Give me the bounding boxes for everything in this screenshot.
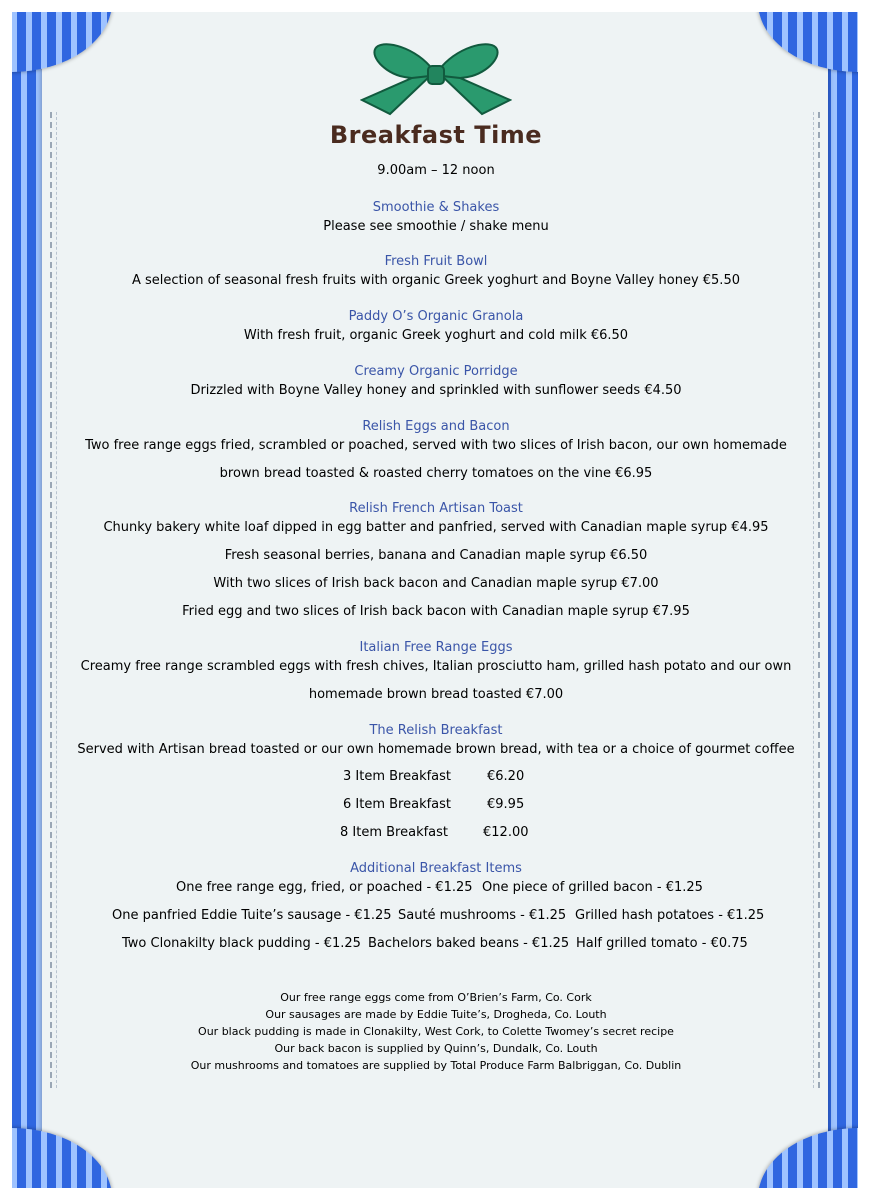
footer-note: Our back bacon is supplied by Quinn’s, Dundalk, Co. Louth [274, 1042, 598, 1055]
section-heading-toast: Relish French Artisan Toast [349, 501, 523, 516]
section-heading-italian: Italian Free Range Eggs [359, 640, 513, 655]
section-text-porridge: Drizzled with Boyne Valley honey and sprinkled with sunflower seeds €4.50 [190, 383, 682, 398]
section-text-italian-2: homemade brown bread toasted €7.00 [308, 687, 564, 702]
additional-item: Two Clonakilty black pudding - €1.25 [122, 936, 361, 951]
section-text-relish-breakfast: Served with Artisan bread toasted or our own homemade brown bread, with tea or a choice of gourmet coffee [77, 742, 795, 757]
additional-item: Grilled hash potatoes - €1.25 [575, 908, 765, 923]
section-text-fruit: A selection of seasonal fresh fruits with organic Greek yoghurt and Boyne Valley honey €5.50 [132, 273, 740, 288]
section-heading-smoothie: Smoothie & Shakes [372, 200, 500, 215]
breakfast-option-name: 3 Item Breakfast [343, 769, 452, 784]
footer-note: Our black pudding is made in Clonakilty, West Cork, to Colette Twomey’s secret recipe [198, 1025, 674, 1038]
section-text-italian-1: Creamy free range scrambled eggs with fresh chives, Italian prosciutto ham, grilled hash potato and our own [80, 659, 792, 674]
additional-item: Sauté mushrooms - €1.25 [398, 908, 567, 923]
section-text-eggs-bacon-1: Two free range eggs fried, scrambled or poached, served with two slices of Irish bacon, our own homemade [85, 438, 787, 453]
menu-item-toast-3: With two slices of Irish back bacon and Canadian maple syrup €7.00 [213, 576, 659, 591]
breakfast-option-price: €9.95 [487, 797, 525, 812]
footer-note: Our free range eggs come from O’Brien’s Farm, Co. Cork [280, 991, 592, 1004]
menu-item-toast-1: Chunky bakery white loaf dipped in egg batter and panfried, served with Canadian maple syrup €4.95 [103, 520, 769, 535]
section-text-granola: With fresh fruit, organic Greek yoghurt and cold milk €6.50 [243, 328, 629, 343]
section-heading-fruit: Fresh Fruit Bowl [384, 254, 488, 269]
menu-item-toast-2: Fresh seasonal berries, banana and Canadian maple syrup €6.50 [224, 548, 648, 563]
breakfast-option-name: 6 Item Breakfast [343, 797, 452, 812]
menu-item-toast-4: Fried egg and two slices of Irish back bacon with Canadian maple syrup €7.95 [182, 604, 690, 619]
additional-item: One panfried Eddie Tuite’s sausage - €1.25 [112, 908, 392, 923]
section-heading-porridge: Creamy Organic Porridge [354, 364, 518, 379]
footer-note: Our sausages are made by Eddie Tuite’s, Drogheda, Co. Louth [265, 1008, 607, 1021]
breakfast-option-price: €12.00 [483, 825, 529, 840]
page-title: Breakfast Time [329, 121, 543, 149]
section-heading-relish-breakfast: The Relish Breakfast [369, 723, 503, 738]
breakfast-option-price: €6.20 [487, 769, 525, 784]
additional-item: One piece of grilled bacon - €1.25 [482, 880, 703, 895]
additional-item: Bachelors baked beans - €1.25 [368, 936, 570, 951]
breakfast-option-name: 8 Item Breakfast [340, 825, 449, 840]
section-text-smoothie: Please see smoothie / shake menu [323, 219, 549, 234]
opening-hours: 9.00am – 12 noon [377, 163, 495, 178]
additional-item: One free range egg, fried, or poached - €1.25 [176, 880, 473, 895]
footer-note: Our mushrooms and tomatoes are supplied by Total Produce Farm Balbriggan, Co. Dublin [190, 1059, 682, 1072]
section-heading-additional: Additional Breakfast Items [350, 861, 522, 876]
additional-item: Half grilled tomato - €0.75 [576, 936, 748, 951]
section-heading-granola: Paddy O’s Organic Granola [348, 309, 524, 324]
section-heading-eggs-bacon: Relish Eggs and Bacon [362, 419, 510, 434]
ribbon-bow-icon [360, 40, 512, 116]
section-text-eggs-bacon-2: brown bread toasted & roasted cherry tomatoes on the vine €6.95 [219, 466, 653, 481]
